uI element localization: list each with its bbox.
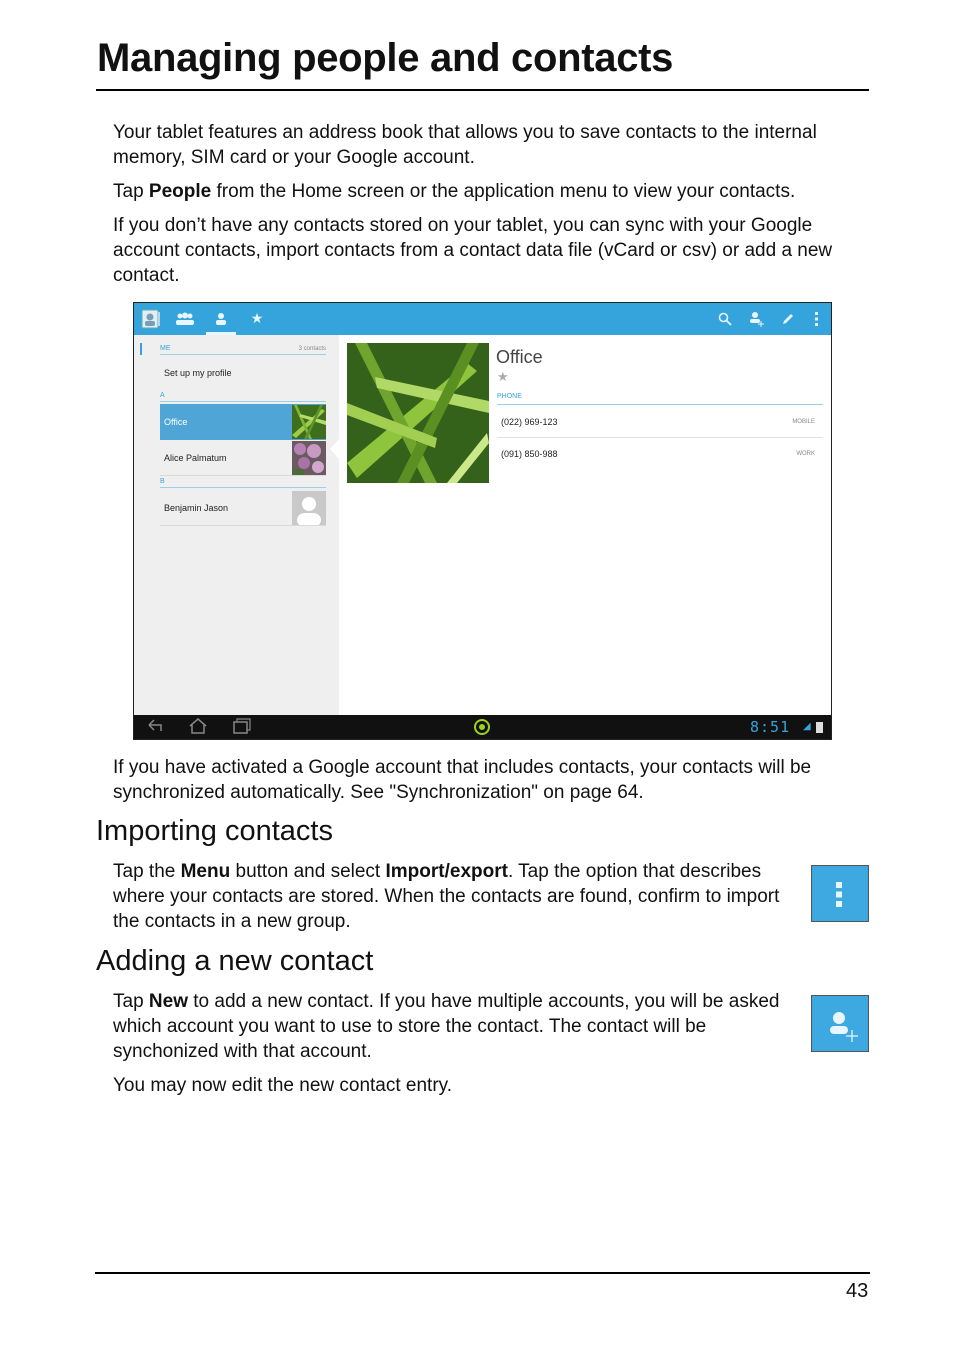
people-app-icon xyxy=(140,308,162,330)
importing-paragraph: Tap the Menu button and select Import/export. Tap the option that describes where your contacts are stored. When the contacts are found, confirm to import the contacts in a new group. xyxy=(113,861,780,932)
battery-icon xyxy=(816,722,823,733)
page-number: 43 xyxy=(846,1280,869,1302)
default-avatar-icon xyxy=(292,491,326,525)
system-navigation-bar xyxy=(134,715,831,739)
title-divider xyxy=(96,89,869,91)
scroll-indicator xyxy=(140,343,142,355)
contact-row[interactable]: Alice Palmatum xyxy=(160,440,326,476)
section-b-header: B xyxy=(160,477,326,488)
contact-row[interactable]: Benjamin Jason xyxy=(160,490,326,526)
setup-profile-item[interactable]: Set up my profile xyxy=(164,368,232,378)
add-contact-icon xyxy=(811,995,869,1052)
adding-paragraph-2: You may now edit the new contact entry. xyxy=(113,1075,453,1096)
overflow-menu-icon[interactable] xyxy=(806,308,828,330)
favorite-star-icon[interactable]: ★ xyxy=(497,370,509,385)
edit-icon[interactable] xyxy=(777,308,799,330)
home-icon[interactable] xyxy=(188,717,208,739)
add-contact-icon[interactable] xyxy=(746,308,768,330)
wifi-icon: ◢ xyxy=(803,721,811,732)
intro-paragraph-2: Tap People from the Home screen or the application menu to view your contacts. xyxy=(113,181,796,202)
all-contacts-tab-icon[interactable] xyxy=(210,308,232,330)
intro-paragraph-3: If you don’t have any contacts stored on your tablet, you can sync with your Google account contacts, import contacts from a contact data file (vCard or csv) or add a new contact. xyxy=(113,215,833,286)
contact-large-photo xyxy=(347,343,489,483)
menu-dots-icon xyxy=(811,865,869,922)
page-title: Managing people and contacts xyxy=(97,36,674,80)
action-bar xyxy=(134,303,831,335)
notification-indicator-dot xyxy=(479,724,485,730)
status-clock: 8:51 xyxy=(750,718,791,736)
contact-photo xyxy=(292,405,326,439)
back-icon[interactable] xyxy=(146,717,164,739)
intro-paragraph-1: Your tablet features an address book that allows you to save contacts to the internal memory, SIM card or your Google account. xyxy=(113,122,817,168)
phone-type-label: MOBILE xyxy=(792,419,815,425)
contact-detail-name: Office xyxy=(496,347,543,367)
contact-row[interactable]: Office xyxy=(160,404,326,440)
people-app-screenshot xyxy=(133,302,832,740)
phone-section-header: PHONE xyxy=(497,391,823,405)
phone-type-label: WORK xyxy=(796,451,815,457)
contact-count: 3 contacts xyxy=(298,346,326,352)
me-section-header: ME 3 contacts xyxy=(160,344,326,355)
recent-apps-icon[interactable] xyxy=(232,717,252,739)
adding-paragraph: Tap New to add a new contact. If you have multiple accounts, you will be asked which account you want to use to store the contact. The contact will be synchonized with that account. xyxy=(113,991,780,1062)
section-a-header: A xyxy=(160,391,326,402)
adding-heading: Adding a new contact xyxy=(96,945,374,977)
sync-paragraph: If you have activated a Google account that includes contacts, your contacts will be synchronized automatically. See "Synchronization" on page 64. xyxy=(113,757,812,803)
phone-entry[interactable]: (091) 850-988 WORK xyxy=(497,438,823,470)
phone-entry[interactable]: (022) 969-123 MOBILE xyxy=(497,406,823,438)
importing-heading: Importing contacts xyxy=(96,815,333,847)
groups-tab-icon[interactable] xyxy=(174,308,196,330)
search-icon[interactable] xyxy=(714,308,736,330)
footer-divider xyxy=(95,1272,870,1274)
selection-pointer xyxy=(330,439,339,459)
contact-detail-pane xyxy=(339,335,831,715)
contact-list-pane xyxy=(134,335,339,715)
contact-photo xyxy=(292,441,326,475)
favorites-tab-icon[interactable]: ★ xyxy=(250,311,264,327)
